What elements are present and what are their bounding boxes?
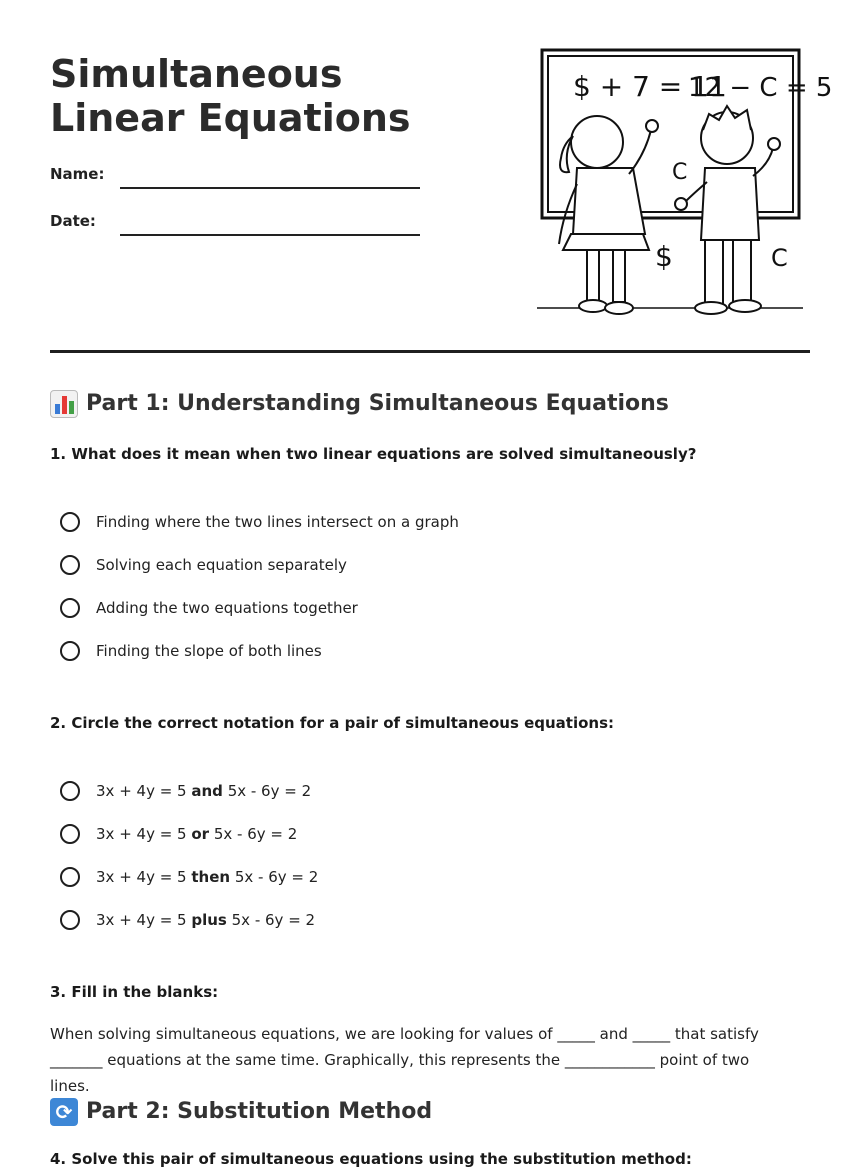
radio-button[interactable] <box>60 910 80 930</box>
part1-title: Part 1: Understanding Simultaneous Equations <box>86 391 669 416</box>
board-equation-2: 12 − C = 5 <box>688 73 833 103</box>
question-2: 2. Circle the correct notation for a pair of simultaneous equations: <box>50 714 615 732</box>
radio-button[interactable] <box>60 555 80 575</box>
radio-button[interactable] <box>60 781 80 801</box>
q1-option-4[interactable] <box>60 641 322 661</box>
question-3: 3. Fill in the blanks: <box>50 983 219 1001</box>
option-label: Adding the two equations together <box>96 599 358 617</box>
option-label: 3x + 4y = 5 plus 5x - 6y = 2 <box>96 911 316 929</box>
children-chalkboard-illustration <box>533 44 833 334</box>
q2-option-2[interactable] <box>60 824 297 844</box>
radio-button[interactable] <box>60 867 80 887</box>
question-1: 1. What does it mean when two linear equations are solved simultaneously? <box>50 445 697 463</box>
name-input-line[interactable] <box>120 187 420 189</box>
radio-button[interactable] <box>60 598 80 618</box>
q1-option-3[interactable] <box>60 598 358 618</box>
date-input-line[interactable] <box>120 234 420 236</box>
worksheet-title: Simultaneous Linear Equations <box>50 52 411 140</box>
q1-option-2[interactable] <box>60 555 347 575</box>
option-label: Finding the slope of both lines <box>96 642 322 660</box>
option-label: 3x + 4y = 5 or 5x - 6y = 2 <box>96 825 298 843</box>
q2-option-4[interactable] <box>60 910 315 930</box>
radio-button[interactable] <box>60 824 80 844</box>
floor-c-symbol: C <box>771 244 788 272</box>
fill-in-blanks-text: When solving simultaneous equations, we are looking for values of _____ and _____ that satisfy _______ equations at the same time. Graphically, this represents the ____________ point of two lines. <box>50 1025 759 1095</box>
question-4-partial: 4. Solve this pair of simultaneous equations using the substitution method: <box>50 1150 692 1168</box>
q2-option-3[interactable] <box>60 867 318 887</box>
board-equation-1: $ + 7 = 11 <box>573 70 727 103</box>
floor-dollar-symbol: $ <box>655 240 673 273</box>
option-label: Finding where the two lines intersect on a graph <box>96 513 459 531</box>
q2-option-1[interactable] <box>60 781 311 801</box>
part2-heading <box>50 1097 432 1127</box>
board-symbol-c: C <box>672 160 688 185</box>
date-label: Date: <box>50 212 96 230</box>
option-label: Solving each equation separately <box>96 556 347 574</box>
part1-heading <box>50 389 669 419</box>
name-label: Name: <box>50 165 105 183</box>
part2-title: Part 2: Substitution Method <box>86 1099 433 1124</box>
header-divider <box>50 350 810 353</box>
radio-button[interactable] <box>60 512 80 532</box>
radio-button[interactable] <box>60 641 80 661</box>
option-label: 3x + 4y = 5 and 5x - 6y = 2 <box>96 782 312 800</box>
refresh-arrows-icon: ⟳ <box>50 1098 78 1126</box>
q1-option-1[interactable] <box>60 512 459 532</box>
bar-chart-icon <box>50 390 78 418</box>
option-label: 3x + 4y = 5 then 5x - 6y = 2 <box>96 868 319 886</box>
